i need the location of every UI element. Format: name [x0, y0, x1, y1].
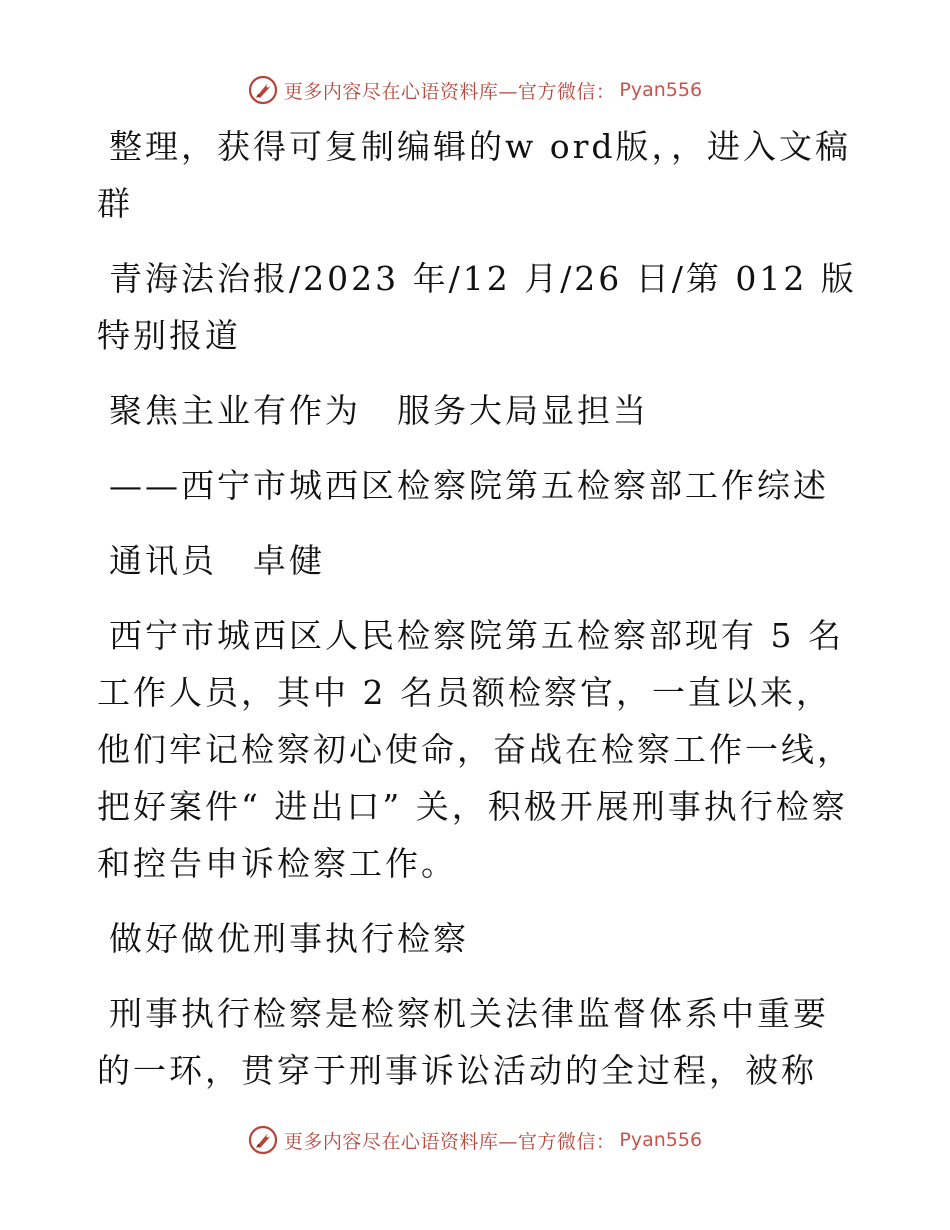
author-line: 通讯员 卓健	[109, 541, 325, 580]
article-subtitle: ——西宁市城西区检察院第五检察部工作综述	[109, 466, 829, 505]
body-paragraph: 西宁市城西区人民检察院第五检察部现有 5 名工作人员，其中 2 名员额检察官，一直以来，他们牢记检察初心使命，奋战在检察工作一线，把好案件“ 进出口” 关，积极开展刑事执行检察和控告申诉检察工作。	[97, 616, 853, 883]
intro-note: 整理，获得可复制编辑的w ord版，，进入文稿群	[97, 127, 852, 223]
document-body	[97, 118, 857, 1099]
watermark-text: 更多内容尽在心语资料库—官方微信：	[283, 80, 616, 103]
section-heading: 做好做优刑事执行检察	[109, 919, 469, 958]
watermark-contact: Pyan556	[619, 79, 703, 101]
pen-nib-logo-icon	[248, 1125, 278, 1155]
body-paragraph: 刑事执行检察是检察机关法律监督体系中重要的一环，贯穿于刑事诉讼活动的全过程，被称	[97, 994, 829, 1090]
watermark-text: 更多内容尽在心语资料库—官方微信：	[283, 1130, 616, 1153]
header-watermark-banner	[0, 70, 950, 110]
source-line: 青海法治报/2023 年/12 月/26 日/第 012 版特别报道	[97, 259, 857, 355]
pen-nib-logo-icon	[248, 75, 278, 105]
footer-watermark-banner	[0, 1120, 950, 1160]
watermark-contact: Pyan556	[619, 1129, 703, 1151]
article-title: 聚焦主业有作为 服务大局显担当	[109, 391, 649, 430]
